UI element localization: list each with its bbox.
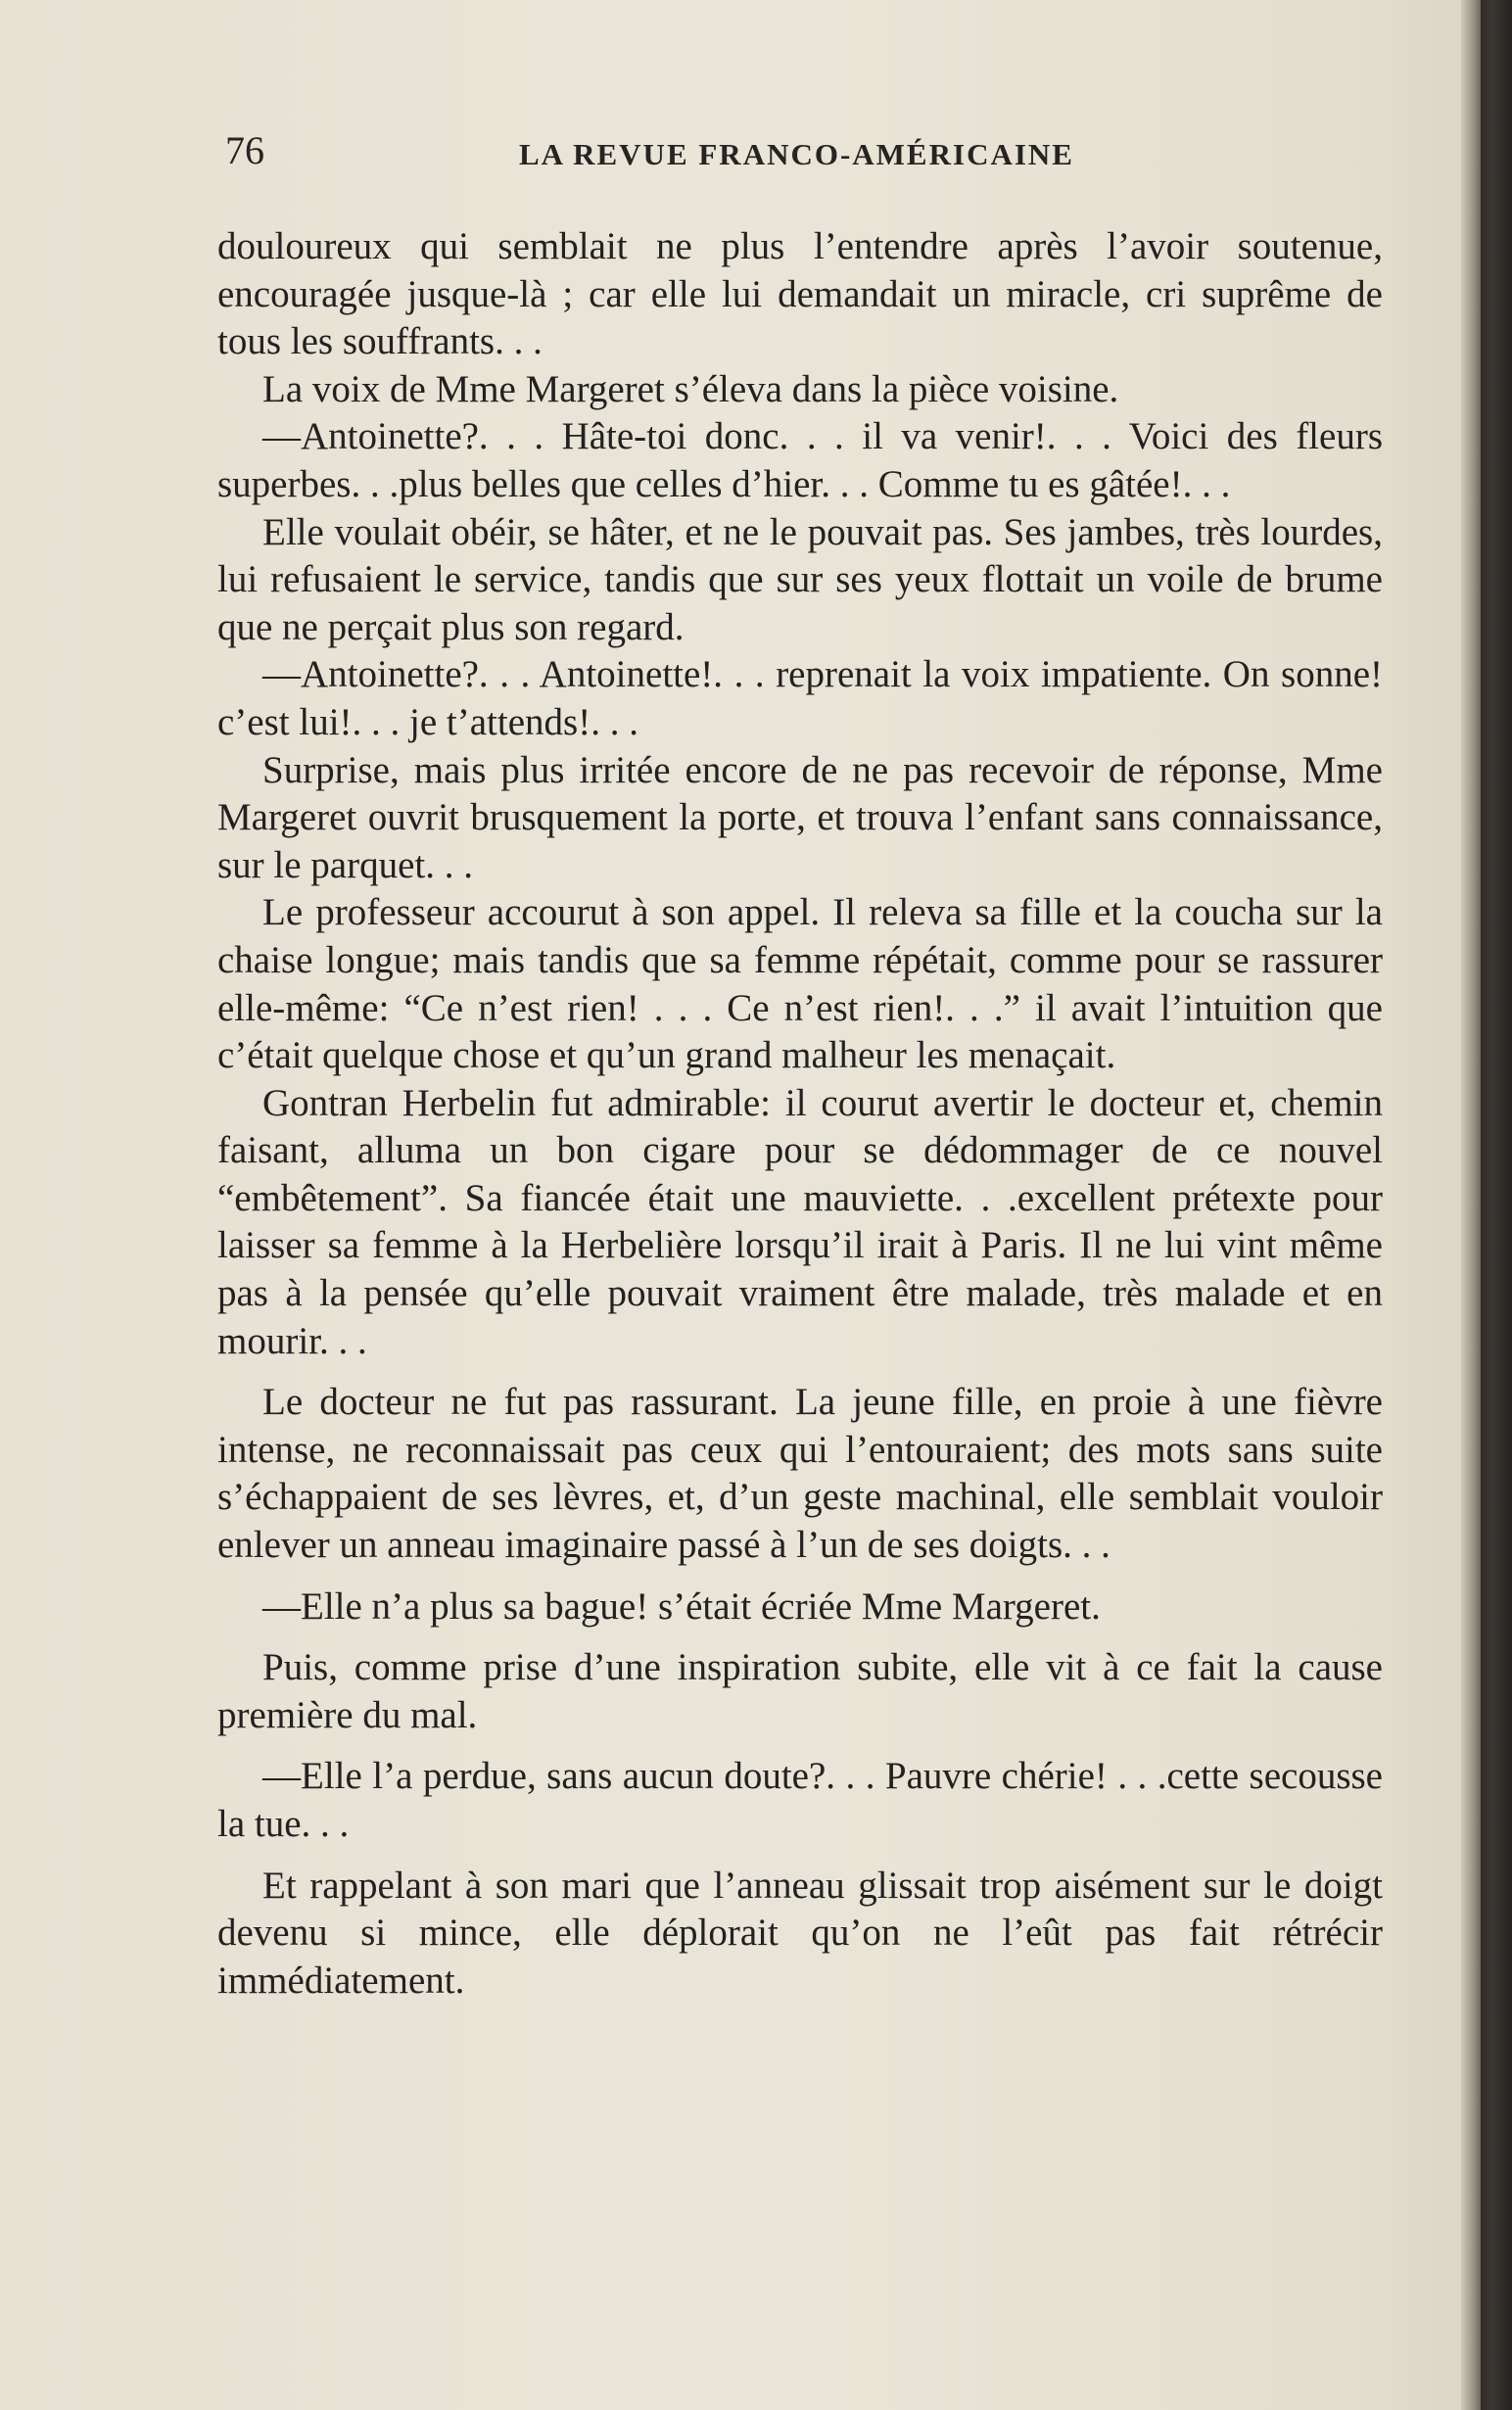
paragraph: —Elle n’a plus sa bague! s’était écriée Mme Margeret. — [262, 1584, 1101, 1628]
page-number: 76 — [225, 128, 264, 172]
paragraph: Elle voulait obéir, se hâter, et ne le pouvait pas. Ses jambes, très lourdes, lui refusaient le service, tandis que sur ses yeux flottait un voile de brume que ne perçait plus son regard. — [217, 510, 1383, 648]
body-text — [217, 223, 1383, 2005]
book-edge — [1481, 0, 1512, 2410]
paragraph: Le docteur ne fut pas rassurant. La jeune fille, en proie à une fièvre intense, ne reconnaissait pas ceux qui l’entouraient; des mots sans suite s’échappaient de ses lèvres, et, d’un geste machinal, elle semblait vouloir enlever un anneau imaginaire passé à l’un de ses doigts. . . — [217, 1381, 1383, 1567]
page-binding-shadow — [1461, 0, 1481, 2410]
paragraph: —Elle l’a perdue, sans aucun doute?. . . Pauvre chérie! . . .cette secousse la tue. . . — [217, 1755, 1383, 1845]
paragraph: —Antoinette?. . . Antoinette!. . . reprenait la voix impatiente. On sonne! c’est lui!. . . je t’attends!. . . — [217, 653, 1383, 743]
paragraph: La voix de Mme Margeret s’éleva dans la pièce voisine. — [262, 367, 1119, 410]
paragraph: Surprise, mais plus irritée encore de ne pas recevoir de réponse, Mme Margeret ouvrit brusquement la porte, et trouva l’enfant sans connaissance, sur le parquet. . . — [217, 748, 1383, 886]
paragraph: douloureux qui semblait ne plus l’entendre après l’avoir soutenue, encouragée jusque-là ; car elle lui demandait un miracle, cri suprême de tous les souffrants. . . — [217, 225, 1383, 363]
paragraph: Et rappelant à son mari que l’anneau glissait trop aisément sur le doigt devenu si mince, elle déplorait qu’on ne l’eût pas fait rétrécir immédiatement. — [217, 1864, 1383, 2002]
paragraph: Gontran Herbelin fut admirable: il courut avertir le docteur et, chemin faisant, alluma un bon cigare pour se dédommager de ce nouvel “embêtement”. Sa fiancée était une mauviette. . .excellent prétexte pour laisser sa femme à la Herbelière lorsqu’il irait à Paris. Il ne lui vint même pas à la pensée qu’elle pouvait vraiment être malade, très malade et en mourir. . . — [217, 1081, 1383, 1362]
page-header — [225, 127, 1381, 186]
running-title: LA REVUE FRANCO-AMÉRICAINE — [519, 137, 1074, 171]
paragraph: Le professeur accourut à son appel. Il releva sa fille et la coucha sur la chaise longue; mais tandis que sa femme répétait, comme pour se rassurer elle-même: “Ce n’est rien! . . . Ce n’est rien!. . .” il avait l’intuition que c’était quelque chose et qu’un grand malheur les menaçait. — [217, 891, 1383, 1077]
paragraph: —Antoinette?. . . Hâte-toi donc. . . il va venir!. . . Voici des fleurs superbes. . .plus belles que celles d’hier. . . Comme tu es gâtée!. . . — [217, 415, 1383, 505]
paragraph: Puis, comme prise d’une inspiration subite, elle vit à ce fait la cause première du mal. — [217, 1646, 1383, 1736]
